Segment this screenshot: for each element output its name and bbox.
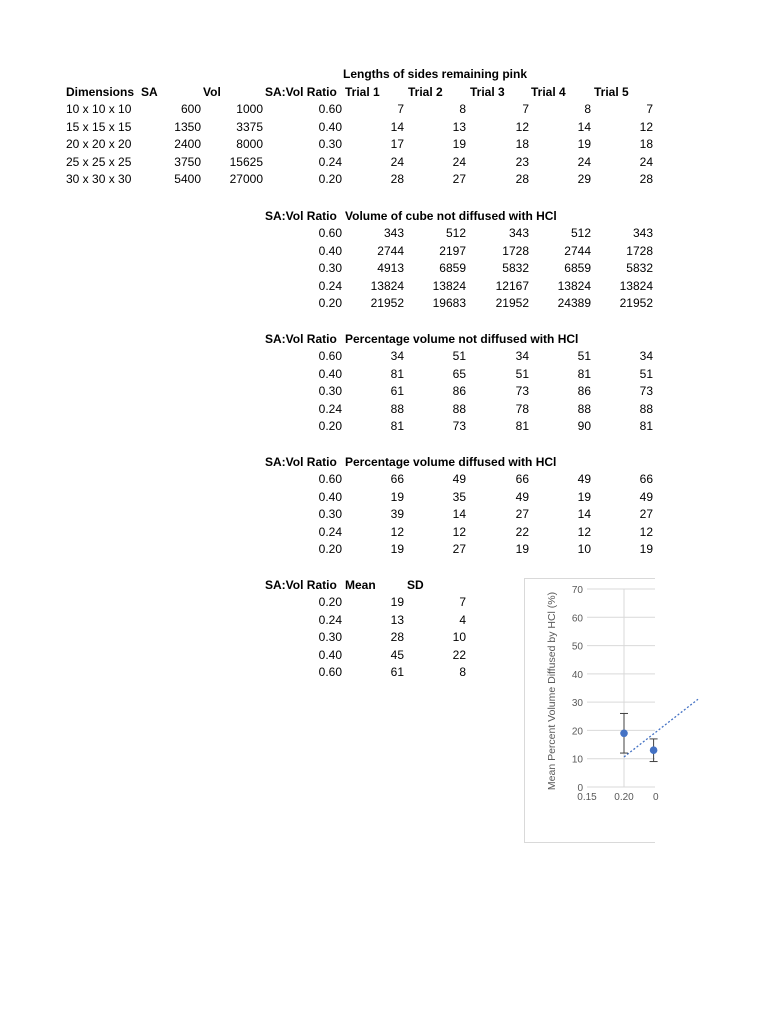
- table5-cell: 0.24: [318, 612, 342, 627]
- data-point: [620, 729, 628, 737]
- table1-cell: 600: [180, 102, 201, 116]
- table1-cell: 28: [515, 172, 529, 187]
- table1-cell: 14: [390, 119, 404, 134]
- table4-cell: 66: [390, 472, 404, 486]
- table5-header-mean: Mean: [345, 578, 376, 592]
- table3-cell: 0.20: [318, 419, 342, 434]
- table5-cell: 0.20: [318, 595, 342, 609]
- table4-cell: 19: [390, 489, 404, 504]
- table4-cell: 14: [452, 507, 466, 522]
- table5-header-sd: SD: [407, 578, 424, 592]
- table5-cell: 4: [459, 612, 466, 627]
- table4-cell: 0.20: [318, 542, 342, 557]
- table1-cell: 13: [452, 119, 466, 134]
- trendline: [624, 699, 698, 757]
- table4-cell: 19: [577, 489, 591, 504]
- table2-cell: 21952: [495, 296, 529, 311]
- table1-cell: 14: [577, 119, 591, 134]
- table5-cell: 8: [459, 665, 466, 680]
- y-tick-label: 70: [571, 585, 583, 596]
- table4-cell: 14: [577, 507, 591, 522]
- table1-cell: 8: [459, 102, 466, 116]
- table1-cell: 24: [577, 154, 591, 169]
- table1-cell: 7: [522, 102, 529, 116]
- table3-cell: 0.40: [318, 366, 342, 381]
- table2-cell: 0.40: [318, 243, 342, 258]
- table1-cell: 20 x 20 x 20: [66, 137, 132, 152]
- table1-cell: 28: [639, 172, 653, 187]
- table4-cell: 10: [577, 542, 591, 557]
- table5-cell: 28: [390, 630, 404, 645]
- table2-cell: 6859: [564, 261, 591, 276]
- table3-cell: 0.30: [318, 384, 342, 399]
- table4-cell: 0.40: [318, 489, 342, 504]
- header-trial-2: Trial 2: [408, 85, 443, 99]
- table3-cell: 34: [515, 349, 529, 363]
- table4-title: Percentage volume diffused with HCl: [345, 455, 557, 469]
- table3-cell: 88: [452, 401, 466, 416]
- table1-cell: 0.60: [318, 102, 342, 116]
- table1-cell: 3750: [174, 154, 201, 169]
- table1-cell: 24: [452, 154, 466, 169]
- header-dimensions: Dimensions: [66, 85, 135, 99]
- table2-cell: 21952: [370, 296, 404, 311]
- table2-cell: 19683: [432, 296, 466, 311]
- table3-title: Percentage volume not diffused with HCl: [345, 332, 579, 346]
- table5-cell: 13: [390, 612, 404, 627]
- table5-cell: 7: [459, 595, 466, 609]
- table1-cell: 18: [515, 137, 529, 152]
- table5-cell: 0.40: [318, 647, 342, 662]
- table3-cell: 65: [452, 366, 466, 381]
- table2-cell: 1728: [626, 243, 653, 258]
- y-tick-label: 30: [571, 698, 583, 710]
- table2-cell: 24389: [557, 296, 591, 311]
- table2-cell: 0.20: [318, 296, 342, 311]
- table3-header-ratio: SA:Vol Ratio: [265, 332, 337, 346]
- table2-cell: 13824: [619, 278, 653, 293]
- table4-cell: 19: [390, 542, 404, 557]
- table1-cell: 3375: [236, 119, 263, 134]
- table3-cell: 61: [390, 384, 404, 399]
- table3-cell: 51: [577, 349, 591, 363]
- table1-cell: 15625: [229, 154, 263, 169]
- mean-diffusion-chart: [524, 578, 659, 843]
- header-trial-1: Trial 1: [345, 85, 380, 99]
- table2-cell: 343: [383, 226, 404, 240]
- table2-cell: 512: [570, 226, 591, 240]
- y-tick-label: 60: [571, 613, 583, 625]
- table2-title: Volume of cube not diffused with HCl: [345, 209, 557, 223]
- table4-cell: 22: [515, 524, 529, 539]
- table1-cell: 10 x 10 x 10: [66, 102, 132, 116]
- table2-cell: 2744: [564, 243, 591, 258]
- table2-cell: 13824: [432, 278, 466, 293]
- table4-cell: 66: [639, 472, 653, 486]
- table1-cell: 27: [452, 172, 466, 187]
- table4-cell: 49: [577, 472, 591, 486]
- data-point: [650, 746, 658, 754]
- y-axis-label: Mean Percent Volume Diffused by HCl (%): [546, 591, 558, 791]
- table4-cell: 27: [639, 507, 653, 522]
- table4-cell: 19: [639, 542, 653, 557]
- table3-cell: 81: [577, 366, 591, 381]
- table5-cell: 22: [452, 647, 466, 662]
- table3-cell: 81: [639, 419, 653, 434]
- table1-cell: 1000: [236, 102, 263, 116]
- table1-cell: 2400: [174, 137, 201, 152]
- table2-cell: 343: [632, 226, 653, 240]
- table2-cell: 12167: [495, 278, 529, 293]
- table4-header-ratio: SA:Vol Ratio: [265, 455, 337, 469]
- table2-cell: 5832: [626, 261, 653, 276]
- table3-cell: 73: [452, 419, 466, 434]
- table1-cell: 1350: [174, 119, 201, 134]
- table4-cell: 49: [452, 472, 466, 486]
- table3-cell: 78: [515, 401, 529, 416]
- table4-cell: 49: [639, 489, 653, 504]
- table1-cell: 0.30: [318, 137, 342, 152]
- table5-cell: 19: [390, 595, 404, 609]
- table5-cell: 10: [452, 630, 466, 645]
- table1-cell: 19: [577, 137, 591, 152]
- table1-cell: 17: [390, 137, 404, 152]
- table4-cell: 19: [515, 542, 529, 557]
- table2-cell: 343: [508, 226, 529, 240]
- table1-cell: 7: [397, 102, 404, 116]
- table2-cell: 5832: [502, 261, 529, 276]
- table2-cell: 512: [445, 226, 466, 240]
- chart-svg: [525, 579, 659, 842]
- table3-cell: 0.60: [318, 349, 342, 363]
- table4-cell: 12: [390, 524, 404, 539]
- table3-cell: 34: [639, 349, 653, 363]
- header-ratio: SA:Vol Ratio: [265, 85, 337, 99]
- table5-cell: 0.60: [318, 665, 342, 680]
- table1-cell: 30 x 30 x 30: [66, 172, 132, 187]
- table2-cell: 21952: [619, 296, 653, 311]
- table1-cell: 8000: [236, 137, 263, 152]
- table3-cell: 88: [639, 401, 653, 416]
- y-tick-label: 0: [577, 783, 583, 794]
- table5-cell: 45: [390, 647, 404, 662]
- table2-cell: 4913: [377, 261, 404, 276]
- table2-cell: 1728: [502, 243, 529, 258]
- table3-cell: 81: [515, 419, 529, 434]
- table4-cell: 27: [452, 542, 466, 557]
- table2-cell: 2744: [377, 243, 404, 258]
- x-tick-label: 0.20: [614, 792, 634, 803]
- table3-cell: 88: [577, 401, 591, 416]
- table1-cell: 29: [577, 172, 591, 187]
- table1-cell: 18: [639, 137, 653, 152]
- header-trial-3: Trial 3: [470, 85, 505, 99]
- table4-cell: 12: [577, 524, 591, 539]
- table5-cell: 0.30: [318, 630, 342, 645]
- x-tick-label-clipped: 0: [653, 792, 659, 803]
- table1-cell: 24: [390, 154, 404, 169]
- table2-cell: 13824: [557, 278, 591, 293]
- table3-cell: 90: [577, 419, 591, 434]
- table2-cell: 0.24: [318, 278, 342, 293]
- table4-cell: 35: [452, 489, 466, 504]
- table3-cell: 0.24: [318, 401, 342, 416]
- table1-cell: 23: [515, 154, 529, 169]
- table1-cell: 0.20: [318, 172, 342, 187]
- table1-title: Lengths of sides remaining pink: [342, 67, 528, 81]
- table1-cell: 0.24: [318, 154, 342, 169]
- table1-cell: 0.40: [318, 119, 342, 134]
- table4-cell: 39: [390, 507, 404, 522]
- table3-cell: 73: [639, 384, 653, 399]
- table1-cell: 25 x 25 x 25: [66, 154, 132, 169]
- table1-cell: 8: [584, 102, 591, 116]
- table2-cell: 2197: [439, 243, 466, 258]
- y-tick-label: 40: [571, 669, 583, 681]
- table1-cell: 27000: [229, 172, 263, 187]
- x-tick-label: 0.15: [577, 792, 597, 803]
- table4-cell: 27: [515, 507, 529, 522]
- header-trial-4: Trial 4: [531, 85, 566, 99]
- table3-cell: 51: [452, 349, 466, 363]
- table4-cell: 0.24: [318, 524, 342, 539]
- table4-cell: 49: [515, 489, 529, 504]
- y-tick-label: 10: [571, 754, 583, 766]
- table2-cell: 0.30: [318, 261, 342, 276]
- header-vol: Vol: [203, 85, 221, 99]
- header-trial-5: Trial 5: [594, 85, 629, 99]
- table5-cell: 61: [390, 665, 404, 680]
- table3-cell: 34: [390, 349, 404, 363]
- table1-cell: 7: [646, 102, 653, 116]
- table4-cell: 0.60: [318, 472, 342, 486]
- table2-cell: 0.60: [318, 226, 342, 240]
- table4-cell: 0.30: [318, 507, 342, 522]
- table1-cell: 24: [639, 154, 653, 169]
- table3-cell: 73: [515, 384, 529, 399]
- table3-cell: 86: [577, 384, 591, 399]
- table1-cell: 19: [452, 137, 466, 152]
- table3-cell: 51: [515, 366, 529, 381]
- table1-cell: 12: [515, 119, 529, 134]
- table1-cell: 15 x 15 x 15: [66, 119, 132, 134]
- table1-cell: 5400: [174, 172, 201, 187]
- header-sa: SA: [141, 85, 158, 99]
- table2-cell: 13824: [370, 278, 404, 293]
- table3-cell: 81: [390, 419, 404, 434]
- table3-cell: 81: [390, 366, 404, 381]
- table3-cell: 86: [452, 384, 466, 399]
- table2-cell: 6859: [439, 261, 466, 276]
- table1-cell: 28: [390, 172, 404, 187]
- table4-cell: 12: [639, 524, 653, 539]
- table5-header-ratio: SA:Vol Ratio: [265, 578, 337, 592]
- table4-cell: 12: [452, 524, 466, 539]
- table1-cell: 12: [639, 119, 653, 134]
- table4-cell: 66: [515, 472, 529, 486]
- table3-cell: 88: [390, 401, 404, 416]
- table3-cell: 51: [639, 366, 653, 381]
- y-tick-label: 50: [571, 641, 583, 653]
- table2-header-ratio: SA:Vol Ratio: [265, 209, 337, 223]
- y-tick-label: 20: [571, 726, 583, 738]
